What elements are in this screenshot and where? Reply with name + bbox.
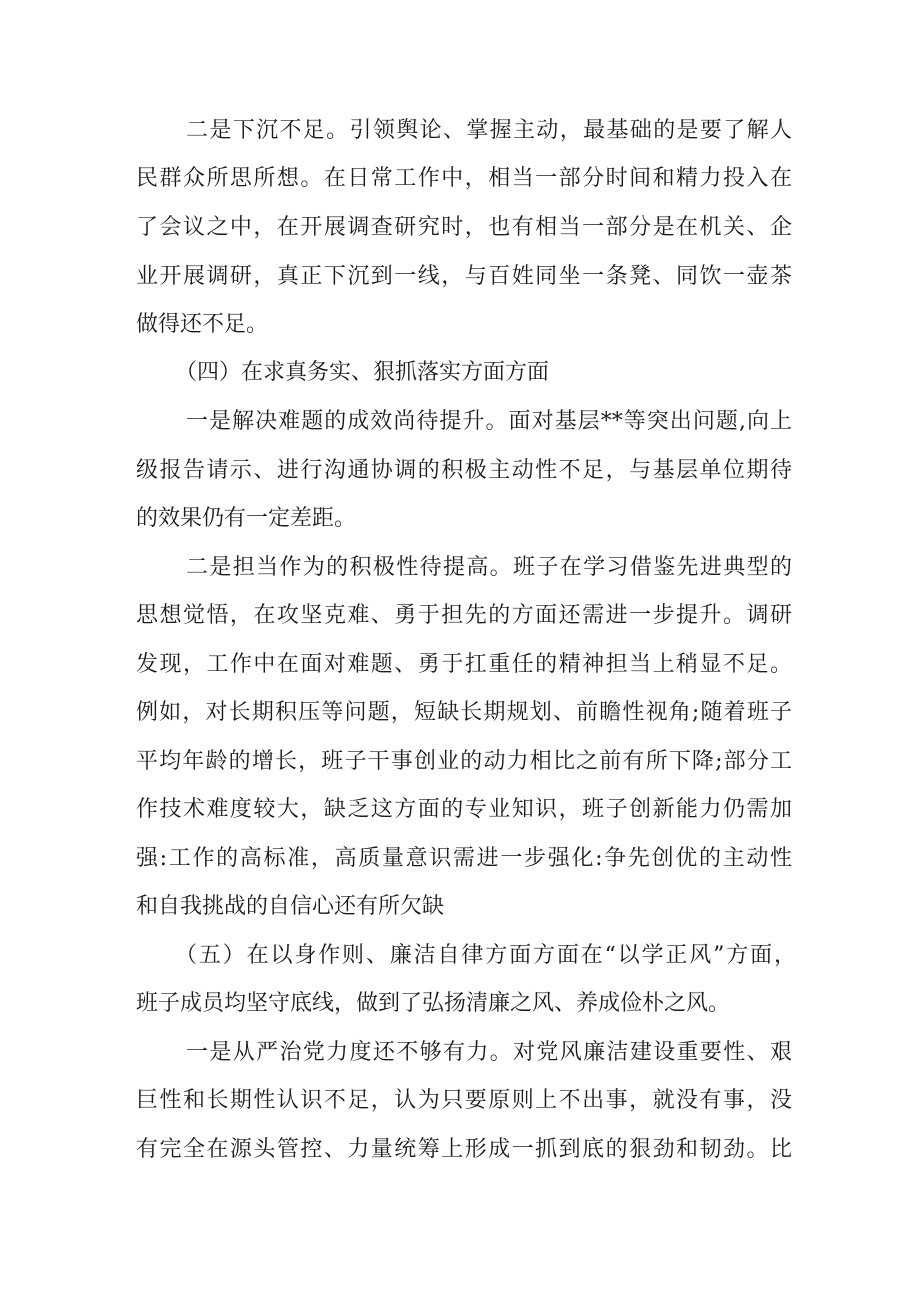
paragraph-line: 有完全在源头管控、力量统筹上形成一抓到底的狠劲和韧劲。比 bbox=[136, 1137, 792, 1162]
paragraph-line: 发现，工作中在面对难题、勇于扛重任的精神担当上稍显不足。 bbox=[136, 652, 792, 677]
paragraph-line: 强:工作的高标准，高质量意识需进一步强化:争先创优的主动性 bbox=[136, 846, 792, 871]
paragraph-line: 一是解决难题的成效尚待提升。面对基层**等突出问题,向上 bbox=[186, 409, 792, 434]
paragraph-line: 二是下沉不足。引领舆论、掌握主动，最基础的是要了解人 bbox=[186, 118, 792, 143]
paragraph-line: 平均年龄的增长，班子干事创业的动力相比之前有所下降;部分工 bbox=[136, 749, 792, 774]
paragraph-line: 业开展调研，真正下沉到一线，与百姓同坐一条凳、同饮一壶茶 bbox=[136, 264, 792, 289]
paragraph-line: 巨性和长期性认识不足，认为只要原则上不出事，就没有事，没 bbox=[136, 1088, 792, 1113]
paragraph-line: 了会议之中，在开展调查研究时，也有相当一部分是在机关、企 bbox=[136, 215, 792, 240]
paragraph-line: 作技术难度较大，缺乏这方面的专业知识，班子创新能力仍需加 bbox=[136, 797, 792, 822]
paragraph-line: 一是从严治党力度还不够有力。对党风廉洁建设重要性、艰 bbox=[186, 1040, 792, 1065]
section-heading: （四）在求真务实、狠抓落实方面方面 bbox=[175, 360, 550, 385]
paragraph-line: 的效果仍有一定差距。 bbox=[136, 506, 357, 531]
paragraph-line: 级报告请示、进行沟通协调的积极主动性不足，与基层单位期待 bbox=[136, 458, 792, 483]
paragraph-line: 做得还不足。 bbox=[136, 312, 269, 337]
section-heading: 班子成员均坚守底线，做到了弘扬清廉之风、养成俭朴之风。 bbox=[136, 991, 731, 1016]
paragraph-line: 民群众所思所想。在日常工作中，相当一部分时间和精力投入在 bbox=[136, 166, 792, 191]
paragraph-line: 二是担当作为的积极性待提高。班子在学习借鉴先进典型的 bbox=[186, 555, 792, 580]
paragraph-line: 和自我挑战的自信心还有所欠缺 bbox=[136, 894, 445, 919]
section-heading: （五）在以身作则、廉洁自律方面方面在“以学正风”方面， bbox=[175, 943, 796, 968]
paragraph-line: 思想觉悟，在攻坚克难、勇于担先的方面还需进一步提升。调研 bbox=[136, 603, 792, 628]
paragraph-line: 例如，对长期积压等问题，短缺长期规划、前瞻性视角;随着班子 bbox=[136, 700, 792, 725]
